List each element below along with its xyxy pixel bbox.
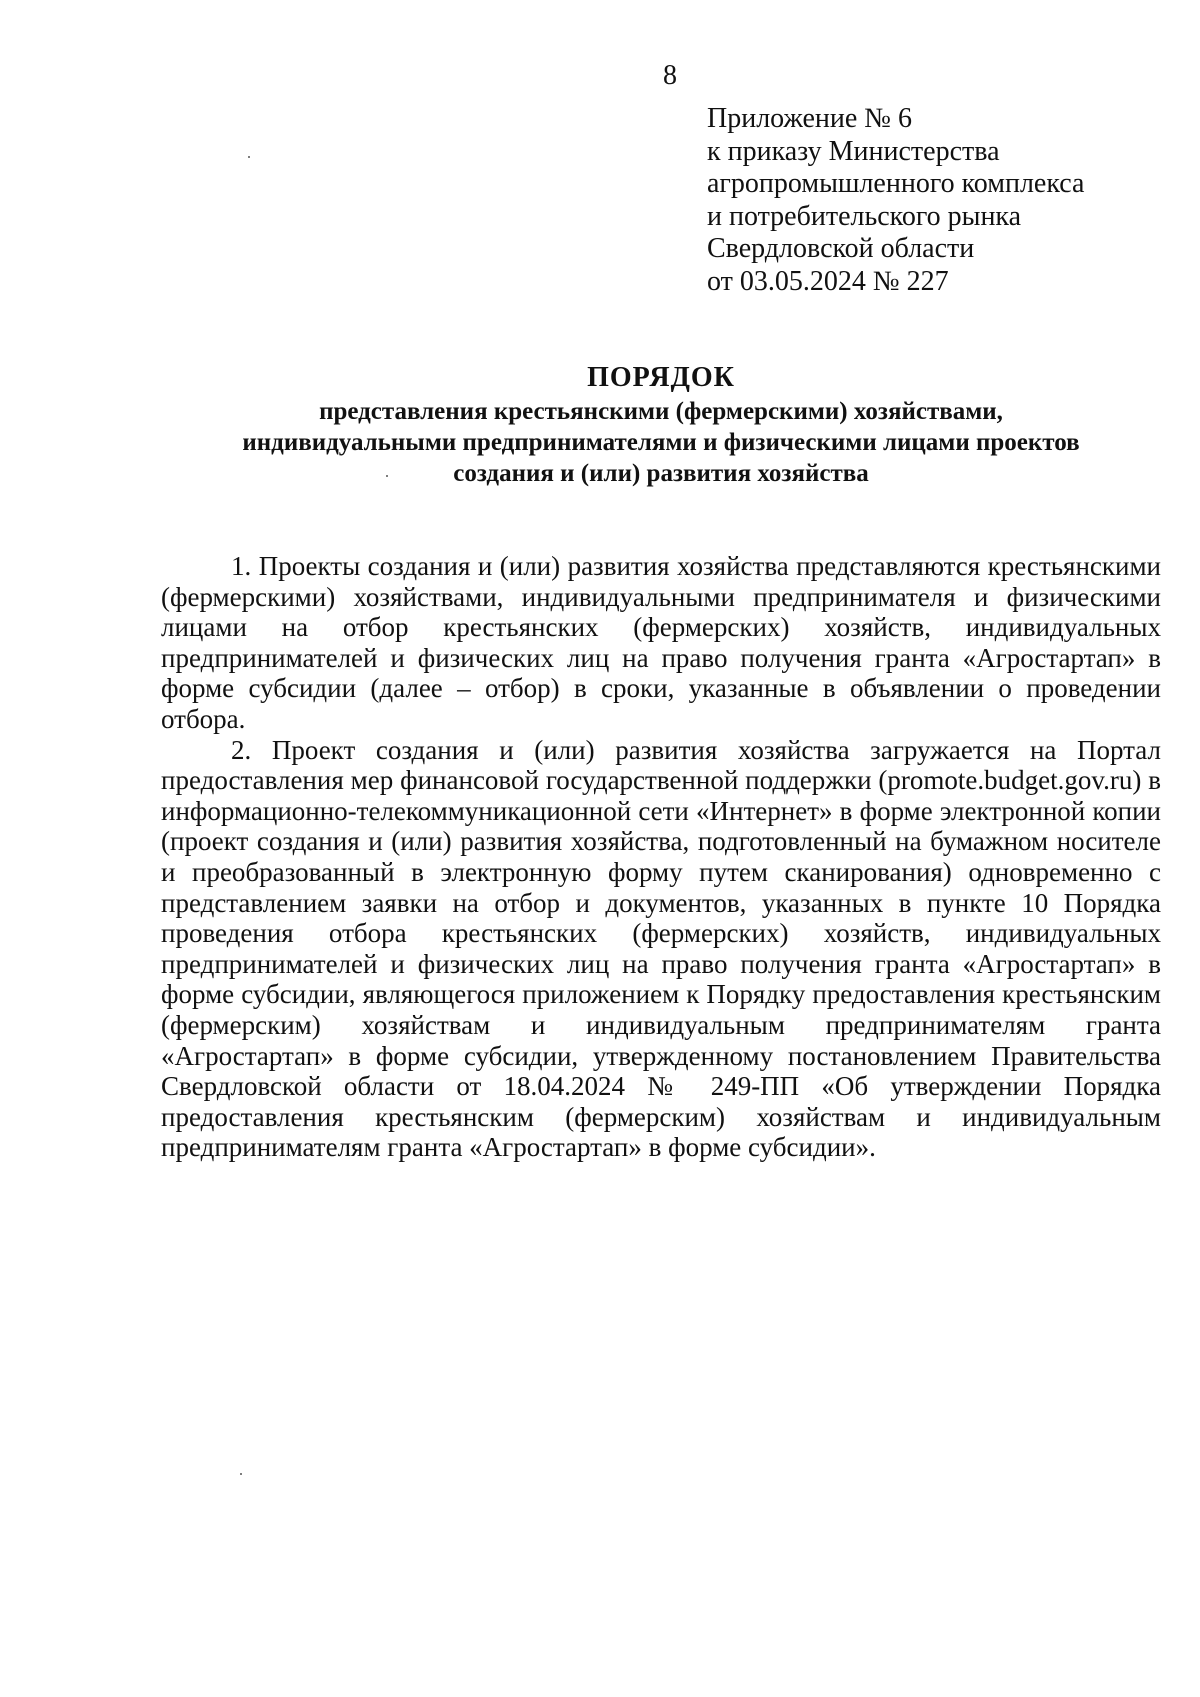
- title-subtitle-line: представления крестьянскими (фермерскими) хозяйствами,: [319, 398, 1003, 425]
- page-number: 8: [663, 60, 677, 91]
- appendix-line: к приказу Министерства: [707, 135, 1000, 167]
- paragraph-2: 2. Проект создания и (или) развития хозяйства загружается на Портал предоставления мер финансовой государственной поддержки (promote.budget.gov.ru) в информационно-телекоммуникационной сети «Интернет» в форме электронной копии (проект создания и (или) развития хозяйства, подготовленный на бумажном носителе и преобразованный в электронную форму путем сканирования) одновременно с представлением заявки на отбор и документов, указанных в пункте 10 Порядка проведения отбора крестьянских (фермерских) хозяйств, индивидуальных предпринимателей и физических лиц на право получения гранта «Агростартап» в форме субсидии, являющегося приложением к Порядку предоставления крестьянским (фермерским) хозяйствам и индивидуальным предпринимателям гранта «Агростартап» в форме субсидии, утвержденному постановлением Правительства Свердловской области от 18.04.2024 № 249-ПП «Об утверждении Порядка предоставления крестьянским (фермерским) хозяйствам и индивидуальным предпринимателям гранта «Агростартап» в форме субсидии».: [161, 734, 1161, 1163]
- appendix-header: [707, 103, 1177, 298]
- appendix-line: агропромышленного комплекса: [707, 168, 1085, 199]
- document-title: [150, 360, 1172, 489]
- appendix-line: Свердловской области: [707, 233, 975, 264]
- scan-speck: [240, 1473, 242, 1475]
- document-body: [161, 551, 1161, 1163]
- scan-speck: [386, 475, 388, 477]
- paragraph-1: 1. Проекты создания и (или) развития хозяйства представляются крестьянскими (фермерскими) хозяйствами, индивидуальными предпринимателя и физическими лицами на отбор крестьянских (фермерских) хозяйств, индивидуальных предпринимателей и физических лиц на право получения гранта «Агростартап» в форме субсидии (далее – отбор) в сроки, указанные в объявлении о проведении отбора.: [161, 551, 1161, 734]
- title-main: ПОРЯДОК: [587, 362, 735, 393]
- appendix-line: от 03.05.2024 № 227: [707, 265, 949, 297]
- scan-speck: [248, 156, 250, 158]
- title-subtitle-line: индивидуальными предпринимателями и физическими лицами проектов: [242, 429, 1080, 456]
- appendix-line: и потребительского рынка: [707, 200, 1022, 232]
- appendix-line: Приложение № 6: [707, 103, 912, 134]
- title-subtitle-line: создания и (или) развития хозяйства: [453, 460, 869, 487]
